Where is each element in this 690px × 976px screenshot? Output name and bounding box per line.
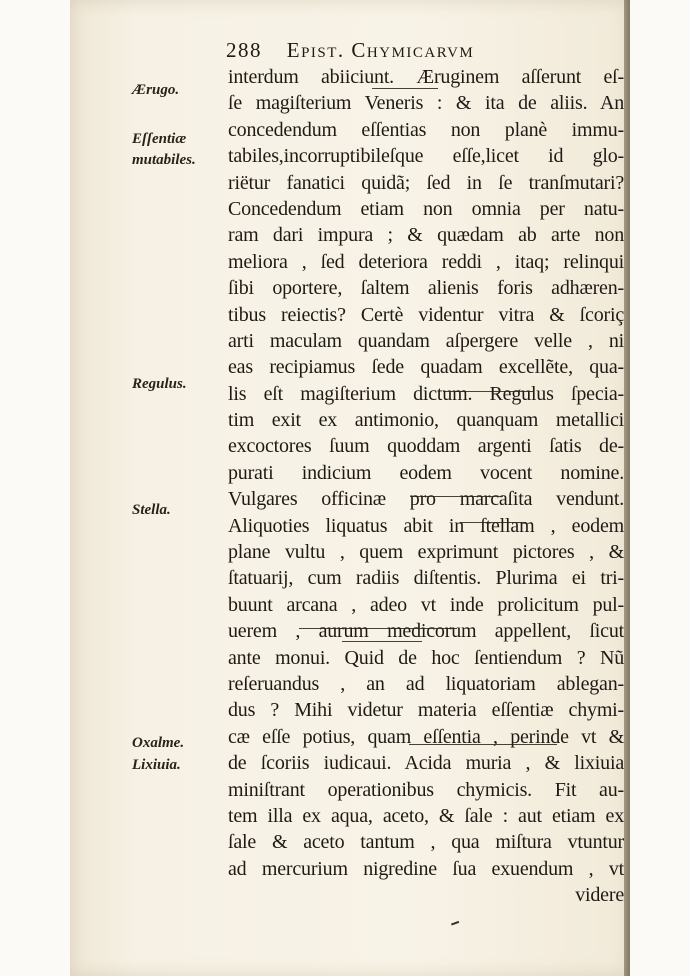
page-gutter-shadow (624, 0, 630, 976)
text-line: riëtur fanatici quidã; ſed in ſe tranſmutari? (228, 171, 624, 194)
text-line: lis eſt magiſterium dictum. Regulus ſpecia- (228, 382, 624, 405)
sidenote-stella: Stella. (132, 502, 171, 518)
text-line: uerem , aurum medicorum appellent, ſicut (228, 620, 624, 643)
text-line: dus ? Mihi videtur materia eſſentiæ chymi- (228, 699, 624, 722)
text-line: ſale & aceto tantum , qua miſtura vtuntur (228, 831, 624, 854)
text-line: ſibi oportere, ſaltem alienis foris adhæren- (228, 277, 624, 300)
text-line: Concedendum etiam non omnia per natu- (228, 197, 624, 220)
text-line: buunt arcana , adeo vt inde prolicitum pul- (228, 593, 624, 616)
text-line: ante monui. Quid de hoc ſentiendum ? Nũ (228, 646, 624, 669)
text-line: excoctores ſuum quoddam argenti ſatis de- (228, 435, 624, 458)
text-line: ſtatuarij, cum radiis diſtentis. Plurima ei tri- (228, 567, 624, 590)
sidenote-regulus: Regulus. (132, 376, 187, 392)
text-line: tem illa ex aqua, aceto, & ſale : aut etiam ex (228, 804, 624, 827)
text-line: ſe magiſterium Veneris : & ita de aliis. An (228, 92, 624, 115)
running-title: Epist. Chymicarvm (286, 38, 475, 62)
text-line: tim exit ex antimonio, quanquam metallici (228, 409, 624, 432)
page-number: 288 (226, 38, 262, 62)
text-line: concedendum eſſentias non planè immu- (228, 118, 624, 141)
ink-underline (299, 628, 457, 629)
ink-underline (460, 522, 526, 523)
text-line: arti maculam quandam aſpergere velle , ni (228, 329, 624, 352)
text-line: tibus reiectis? Certè videntur vitra & ſcoriç (228, 303, 624, 326)
sidenote-oxalme: Oxalme. (132, 735, 185, 751)
text-line: de ſcoriis iudicaui. Acida muria , & lixiuia (228, 752, 624, 775)
text-line: eas recipiamus ſede quadam excellẽte, qua- (228, 356, 624, 379)
text-line: plane vultu , quem exprimunt pictores , & (228, 541, 624, 564)
text-line: ad mercurium nigredine ſua exuendum , vt (228, 857, 624, 880)
sidenote-aerugo: Ærugo. (132, 82, 180, 98)
text-line: meliora , ſed deteriora reddi , itaq; relinqui (228, 250, 624, 273)
text-line: purati indicium eodem vocent nomine. (228, 461, 624, 484)
text-line: miniſtrant operationibus chymicis. Fit au- (228, 778, 624, 801)
ink-underline (410, 496, 503, 497)
ink-underline (342, 641, 422, 642)
text-line: Vulgares officinæ pro marcaſita vendunt. (228, 488, 624, 511)
text-line: tabiles,incorruptibileſque eſſe,licet id glo- (228, 145, 624, 168)
ink-underline (372, 88, 438, 89)
sidenote-essentiae: Eſſentiæ (132, 131, 187, 147)
ink-underline (409, 744, 557, 745)
sidenote-lixiuia: Lixiuia. (132, 757, 181, 773)
text-line: interdum abiiciunt. Æruginem aſſerunt eſ- (228, 66, 624, 88)
text-line: reſeruandus , an ad liquatoriam ablegan- (228, 672, 624, 695)
sidenote-mutabiles: mutabiles. (132, 152, 196, 168)
ink-underline (443, 391, 533, 392)
text-line: Aliquoties liquatus abit in ſtellam , eodem (228, 514, 624, 537)
text-line: cæ eſſe potius, quam eſſentia , perinde vt & (228, 725, 624, 748)
catchword: videre (575, 884, 624, 907)
body-text (228, 64, 624, 909)
text-line: ram dari impura ; & quædam ab arte non (228, 224, 624, 247)
